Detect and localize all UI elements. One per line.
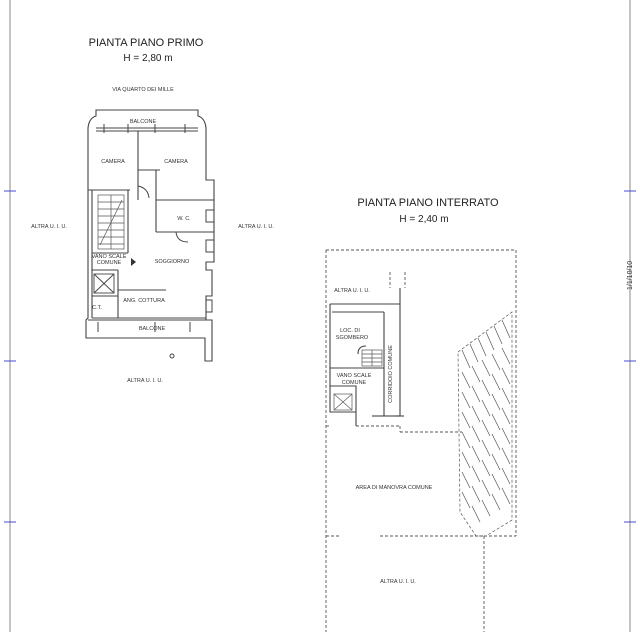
basement-other-unit-bottom-label: ALTRA U. I. U. <box>380 579 416 585</box>
first-floor-plan <box>31 37 274 384</box>
entry-arrow-icon <box>131 258 136 266</box>
balcony-bottom-label: BALCONE <box>138 326 166 332</box>
basement-stair-label-line1: VANO SCALE <box>336 373 372 379</box>
other-unit-right-label: ALTRA U. I. U. <box>238 224 274 230</box>
balcony-top-label: BALCONE <box>129 119 157 125</box>
basement-other-unit-top-label: ALTRA U. I. U. <box>334 288 370 294</box>
ramp-hatch <box>458 312 512 536</box>
basement-stair-label-line2: COMUNE <box>341 380 367 386</box>
margin-note: 1/1/10/10 <box>627 260 634 290</box>
living-room-label: SOGGIORNO <box>154 259 190 265</box>
first-floor-walls <box>86 110 214 361</box>
margin-ticks <box>4 191 636 522</box>
maneuver-area-label: AREA DI MANOVRA COMUNE <box>355 485 433 491</box>
corridor-label: CORRIDOIO COMUNE <box>388 345 394 403</box>
wc-label: W. C. <box>177 216 191 222</box>
first-floor-stair <box>98 195 124 249</box>
stair-label-line1: VANO SCALE <box>91 254 127 260</box>
street-label: VIA QUARTO DEI MILLE <box>112 87 174 93</box>
bedroom-left-label: CAMERA <box>101 159 125 165</box>
first-floor-height: H = 2,80 m <box>123 53 173 64</box>
ct-label: C.T. <box>92 305 102 311</box>
bedroom-right-label: CAMERA <box>164 159 188 165</box>
basement-title: PIANTA PIANO INTERRATO <box>357 197 499 209</box>
first-floor-title: PIANTA PIANO PRIMO <box>88 37 204 49</box>
other-unit-left-label: ALTRA U. I. U. <box>31 224 67 230</box>
storage-label-line1: LOC. DI <box>340 328 360 334</box>
stair-label-line2: COMUNE <box>96 260 122 266</box>
sheet-frame <box>10 0 630 632</box>
storage-label-line2: SGOMBERO <box>335 335 369 341</box>
basement-plan <box>326 197 516 632</box>
basement-dashed-walls <box>326 250 516 632</box>
kitchen-label: ANG. COTTURA <box>123 298 165 304</box>
elevator-shaft <box>94 274 114 293</box>
basement-height: H = 2,40 m <box>399 214 449 225</box>
other-unit-bottom-label: ALTRA U. I. U. <box>127 378 163 384</box>
